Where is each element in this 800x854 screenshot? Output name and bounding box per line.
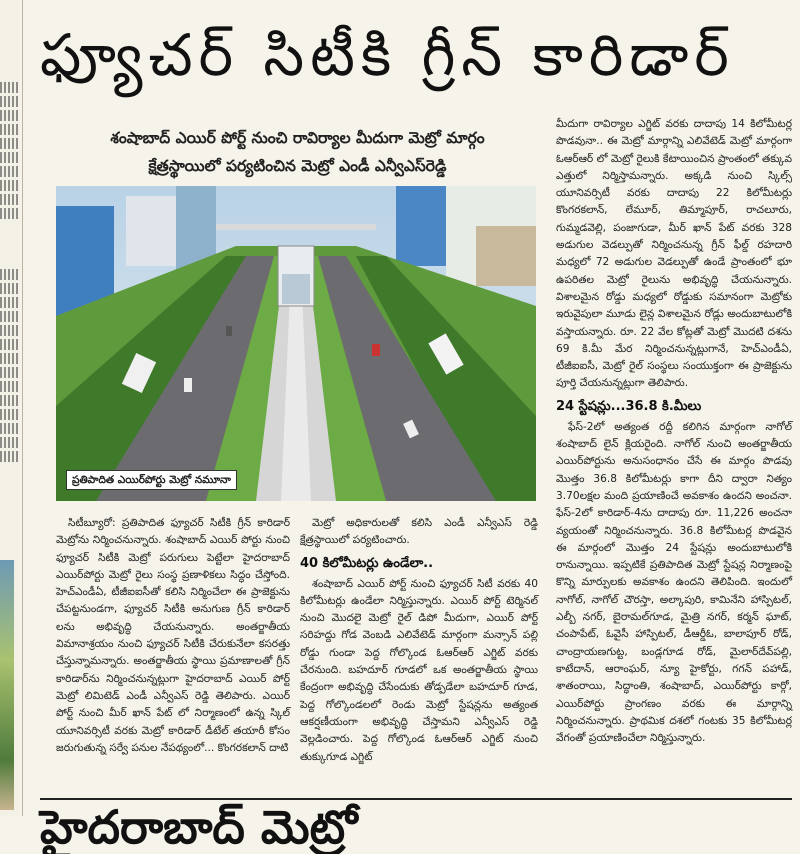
article-column-2: [300, 515, 538, 790]
subsection-heading-24-stations: 24 స్టేషన్లు...36.8 కి.మీలు: [556, 398, 702, 414]
column-3-paragraph-2: ఫేస్-2లో అత్యంత రద్దీ కలిగిన మార్గంగా నాగోల్ శంషాబాద్ లైన్ క్లియరైంది. నాగోల్ నుంచి అంతర్జాతీయ ఎయిర్‌పోర్టును అనుసంధానం చేసే ఈ మార్గం పొడవు మొత్తం 36.8 కిలోమీటర్లు కాగా దీని ద్వారా నిత్యం 3.70లక్షల మంది ప్రయాణించే అవకాశం ఉందని అంచనా. ఫేస్-2లో కారిడార్-4ను దాదాపు రూ. 11,226 అంచనా వ్యయంతో నిర్మించనున్నారు. 36.8 కిలోమీటర్ల పొడవైన ఈ మార్గంలో మొత్తం 24 స్టేషన్లు అందుబాటులోకి రానున్నాయి. ఇప్పటికే ప్రతిపాదిత మెట్రో స్టేషన్ల నిర్మాణంపై కొన్ని మార్పులకు అవకాశం ఉందని తెలిపింది. ఇందులో నాగోల్, నాగోల్ చౌరస్తా, అల్కాపురి, కామినేని హాస్పిటల్, ఎల్బీ నగర్, బైరామల్‌గూడ, మైత్రి నగర్, కర్మన్ ఘాట్, చంపాపేట్, ఓవైసీ హాస్పిటల్, డీఆర్డీఓ, బాలాపూర్ రోడ్, చాంద్రాయణగుట్ట, బండ్లగూడ రోడ్, మైలార్‌దేవ్‌పల్లి, కాటేదాన్, ఆరాంఘర్, న్యూ హైకోర్టు, గగన్ పహాడ్, శాతంరాయి, సిద్ధాంతి, శంషాబాద్, ఎయిర్‌పోర్టు కార్గో, ఎయిర్‌పోర్టు ప్రాంగణం వరకు ఈ మార్గాన్ని నిర్మించనున్నారు. ప్రాథమిక దశలో గంటకు 35 కిలోమీటర్ల వేగంతో ప్రయాణించేలా నిర్మిస్తున్నారు.: [556, 420, 792, 745]
headline: ఫ్యూచర్ సిటీకి గ్రీన్ కారిడార్: [40, 21, 735, 89]
column-2-paragraph-2: శంషాబాద్ ఎయిర్ పోర్ట్ నుంచి ఫ్యూచర్ సిటీ వరకు 40 కిలోమీటర్లు ఉండేలా నిర్మిస్తున్నారు. ఎయిర్ పోర్ట్ టెర్మినల్ నుంచి మొదలై మెట్రో రైల్ డిపో మీదుగా, ఎయిర్ పోర్ట్ సరిహద్దు గోడ వెంబడి ఎలివేటెడ్ మార్గంగా మన్సాన్ పల్లి రోడ్డు గుండా పెద్ద గోల్కొండ ఓఆర్ఆర్ ఎగ్జిట్ వరకు చేరనుంది. బహదూర్ గూడలో ఒక అంతర్జాతీయ స్థాయి కేంద్రంగా అభివృద్ధి చేసేందుకు తోడ్పడేలా బహదూర్ గూడ, పెద్ద గోల్కొండలలో రెండు మెట్రో స్టేషన్లను అత్యంత ఆకర్షణీయంగా అభివృద్ధి చేస్తామని ఎన్వీఎస్ రెడ్డి వెల్లడించారు. పెద్ద గోల్కొండ ఓఆర్ఆర్ ఎగ్జిట్ నుంచి తుక్కుగూడ ఎగ్జిట్: [300, 577, 538, 763]
previous-article-column: [0, 0, 20, 816]
subsection-heading-40km: 40 కిలోమీటర్లు ఉండేలా..: [300, 555, 434, 571]
subheadline-line-1: శంషాబాద్ ఎయిర్ పోర్ట్ నుంచి రావిర్యాల మీదుగా మెట్రో మార్గం: [110, 129, 485, 147]
column-3-paragraph-1: మీదుగా రావిర్యాల ఎగ్జిట్ వరకు దాదాపు 14 కిలోమీటర్ల పొడవునా.. ఈ మెట్రో మార్గాన్ని ఎలివేటెడ్ మెట్రో మార్గంగా ఓఆర్ఆర్ లో మెట్రో రైలుకి కేటాయించిన ప్రాంతంలో తక్కువ ఎత్తులో నిర్మిస్తామన్నారు. అక్కడి నుంచి స్కిల్స్ యూనివర్సిటీ వరకు దాదాపు 22 కిలోమీటర్లు కొంగరకలాన్, లేమూర్, తిమ్మాపూర్, రాచలూరు, గుమ్మడవెల్లి, పంజాగుడా, మీర్ ఖాన్ పేట్ వరకు 328 అడుగుల వెడల్పుతో నిర్మించనున్న గ్రీన్ ఫీల్డ్ రహదారి మధ్యలో 72 అడుగుల వెడల్పుతో ఉండే ప్రాంతంలో భూ ఉపరితల మెట్రో రైలును అభివృద్ధి చేయనున్నారు. విశాలమైన రోడ్డు మధ్యలో రోడ్డుకు సమానంగా మెట్రోకు ఇరువైపులా మూడు లైన్ల విశాలమైన రోడ్లు అందుబాటులోకి వస్తాయన్నారు. రూ. 22 వేల కోట్లతో మెట్రో మొదటి దశను 69 కి.మీ మేర నిర్మించనున్నట్లుగానే, హెచ్ఎండీఏ, టీజీఐఐసీ, మెట్రో రైల్ సంస్థలు సంయుక్తంగా ఈ ప్రాజెక్టును పూర్తి చేయనున్నట్లుగా తెలిపారు.: [556, 118, 792, 390]
subheadline-line-2: క్షేత్రస్థాయిలో పర్యటించిన మెట్రో ఎండీ ఎన్వీఎస్‌రెడ్డి: [148, 157, 447, 175]
next-article-headline-text: హైదరాబాద్ మెట్రో: [40, 800, 358, 854]
metro-rendering-photo: [56, 186, 536, 501]
previous-article-photo: [0, 560, 14, 810]
article-column-1: సిటీబ్యూరో: ప్రతిపాదిత ఫ్యూచర్ సిటీకి గ్రీన్ కారిడార్ మెట్రోను నిర్మించనున్నారు. శంషాబాద్ ఎయిర్ పోర్టు నుంచి ఫ్యూచర్ సిటీకి మెట్రో పరుగులు పెట్టేలా హైదరాబాద్ ఎయిర్‌పోర్టు మెట్రో రైలు సంస్థ ప్రణాళికలు సిద్ధం చేస్తోంది. హెచ్ఎండీఏ, టీజీఐఐసీతో కలిసి నిర్మించేలా ఈ ప్రాజెక్టును చేపట్టనుండగా, ఫ్యూచర్ సిటీకి అనుగుణ గ్రీన్ కారిడార్ లను అభివృద్ధి చేయనున్నారు. అంతర్జాతీయ విమానాశ్రయం నుంచి ఫ్యూచర్ సిటీకి చేరుకునేలా కసరత్తు చేస్తున్నామన్నారు. అంతర్జాతీయ స్థాయి ప్రమాణాలతో గ్రీన్ కారిడార్‌ను నిర్మించనున్నట్లుగా హైదరాబాద్ ఎయిర్ పోర్ట్ మెట్రో లిమిటెడ్ ఎండీ ఎన్వీఎస్ రెడ్డి తెలిపారు. ఎయిర్ పోర్ట్ నుంచి మీర్ ఖాన్ పేట్ లో నిర్మాణంలో ఉన్న స్కిల్ యూనివర్సిటీ వరకు మెట్రో కారిడార్ డీటేల్ తయారీ కోసం జరుగుతున్న సర్వే పనుల నేపథ్యంలో... కొంగరకలాన్ దాటి: [56, 517, 290, 754]
subheadline: [70, 124, 525, 180]
column-2-paragraph-1: మెట్రో అధికారులతో కలిసి ఎండీ ఎన్వీఎస్ రెడ్డి క్షేత్రస్థాయిలో పర్యటించారు.: [300, 517, 538, 547]
photo-caption: ప్రతిపాదిత ఎయిర్‌పోర్టు మెట్రో నమూనా: [66, 470, 237, 490]
column-divider: [22, 0, 23, 816]
next-article-headline: [40, 800, 792, 854]
article-column-3: [556, 116, 792, 791]
